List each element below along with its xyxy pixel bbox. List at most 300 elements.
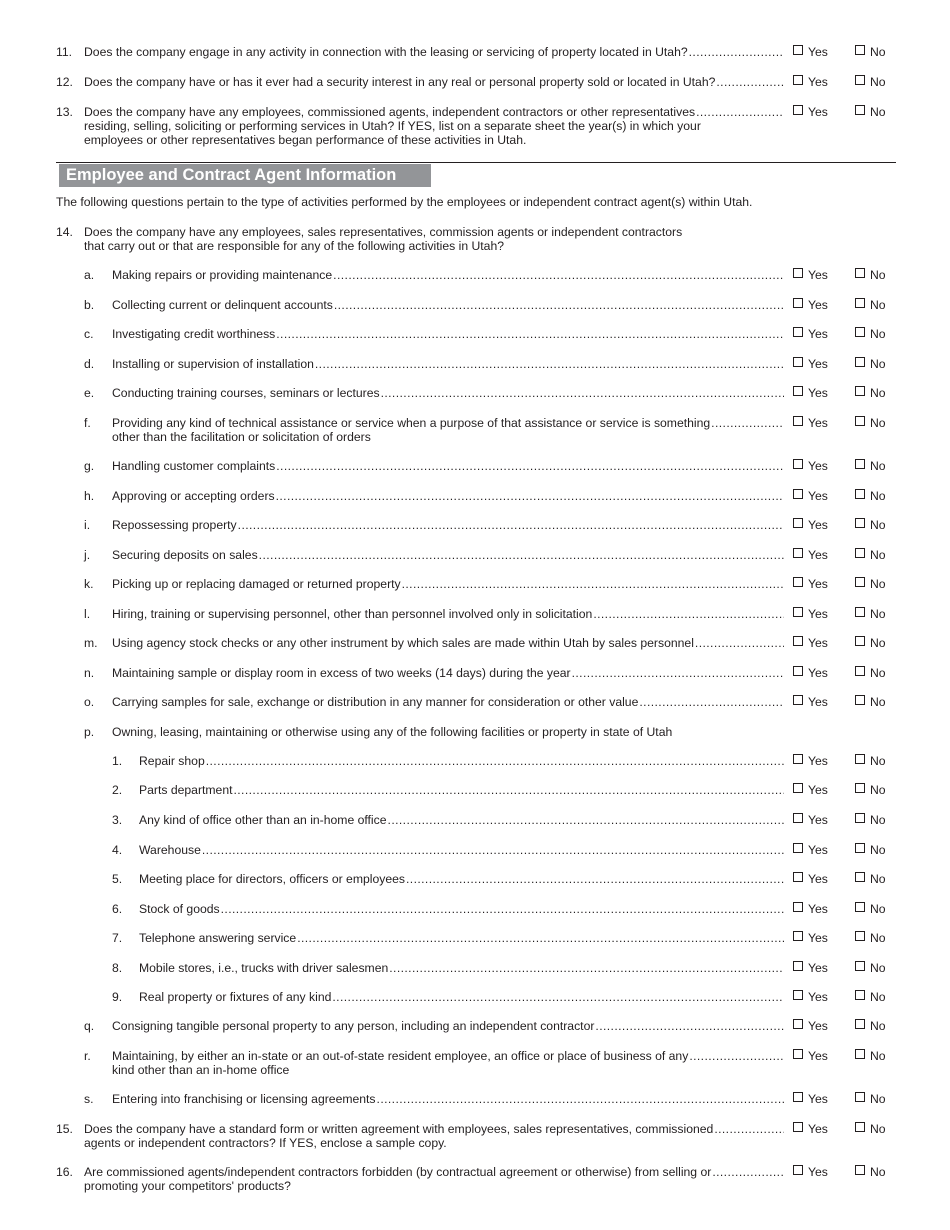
yes-label: Yes <box>808 1122 828 1136</box>
dot-leader <box>276 459 784 473</box>
item-label: 3. <box>112 813 123 827</box>
no-checkbox[interactable] <box>855 990 886 1004</box>
section-heading: Employee and Contract Agent Information <box>59 164 431 187</box>
item-text: Maintaining sample or display room in excess of two weeks (14 days) during the year <box>112 666 571 680</box>
item-text-line <box>112 386 784 400</box>
activity-item <box>0 1049 950 1079</box>
no-checkbox[interactable] <box>855 1019 886 1033</box>
yes-checkbox[interactable] <box>793 268 828 282</box>
question-number: 14. <box>56 225 73 239</box>
dot-leader <box>696 105 784 119</box>
checkbox-square-icon[interactable] <box>793 268 803 278</box>
yes-checkbox[interactable] <box>793 1019 828 1033</box>
no-checkbox[interactable] <box>855 489 886 503</box>
no-checkbox[interactable] <box>855 872 886 886</box>
no-label: No <box>870 357 886 371</box>
yes-checkbox[interactable] <box>793 45 828 59</box>
checkbox-square-icon[interactable] <box>855 636 865 646</box>
yes-checkbox[interactable] <box>793 695 828 709</box>
item-text-line <box>139 872 784 886</box>
checkbox-square-icon[interactable] <box>855 931 865 941</box>
dot-leader <box>689 45 784 59</box>
no-label: No <box>870 1049 886 1063</box>
item-label: a. <box>84 268 95 282</box>
checkbox-square-icon[interactable] <box>855 607 865 617</box>
yes-label: Yes <box>808 813 828 827</box>
checkbox-square-icon[interactable] <box>793 783 803 793</box>
checkbox-square-icon[interactable] <box>793 45 803 55</box>
activity-item <box>0 327 950 345</box>
item-text: Making repairs or providing maintenance <box>112 268 333 282</box>
item-text: Meeting place for directors, officers or employees <box>139 872 405 886</box>
yes-checkbox[interactable] <box>793 489 828 503</box>
yes-checkbox[interactable] <box>793 75 828 89</box>
item-label: i. <box>84 518 91 532</box>
no-label: No <box>870 327 886 341</box>
dot-leader <box>712 1165 784 1179</box>
checkbox-square-icon[interactable] <box>793 902 803 912</box>
checkbox-square-icon[interactable] <box>793 666 803 676</box>
item-text-line <box>112 357 784 371</box>
no-checkbox[interactable] <box>855 1122 886 1136</box>
activity-item <box>0 695 950 713</box>
no-checkbox[interactable] <box>855 695 886 709</box>
yes-label: Yes <box>808 1092 828 1106</box>
item-text: Repair shop <box>139 754 205 768</box>
checkbox-square-icon[interactable] <box>793 754 803 764</box>
yes-checkbox[interactable] <box>793 1049 828 1063</box>
question-text-continued: employees or other representatives began performance of these activities in Utah. <box>84 133 527 147</box>
item-p <box>0 725 950 743</box>
yes-label: Yes <box>808 931 828 945</box>
question-11 <box>0 45 950 63</box>
yes-label: Yes <box>808 298 828 312</box>
no-checkbox[interactable] <box>855 105 886 119</box>
item-label: 2. <box>112 783 123 797</box>
item-label: c. <box>84 327 94 341</box>
yes-checkbox[interactable] <box>793 783 828 797</box>
item-text-line <box>112 1019 784 1033</box>
checkbox-square-icon[interactable] <box>855 902 865 912</box>
checkbox-square-icon[interactable] <box>793 990 803 1000</box>
no-label: No <box>870 783 886 797</box>
no-label: No <box>870 695 886 709</box>
facility-item <box>0 813 950 831</box>
yes-label: Yes <box>808 961 828 975</box>
item-text: Parts department <box>139 783 233 797</box>
item-text-line <box>139 783 784 797</box>
item-label: q. <box>84 1019 95 1033</box>
activity-item <box>0 1092 950 1110</box>
question-item <box>0 1165 950 1195</box>
item-label: 1. <box>112 754 123 768</box>
facility-item <box>0 843 950 861</box>
yes-checkbox[interactable] <box>793 754 828 768</box>
yes-checkbox[interactable] <box>793 327 828 341</box>
question-14 <box>0 225 950 255</box>
item-text: Picking up or replacing damaged or returned property <box>112 577 401 591</box>
yes-label: Yes <box>808 518 828 532</box>
facility-item <box>0 872 950 890</box>
checkbox-square-icon[interactable] <box>855 416 865 426</box>
yes-checkbox[interactable] <box>793 961 828 975</box>
no-label: No <box>870 1122 886 1136</box>
dot-leader <box>381 386 784 400</box>
facility-item <box>0 783 950 801</box>
yes-checkbox[interactable] <box>793 607 828 621</box>
item-text-continued: other than the facilitation or solicitation of orders <box>112 430 371 444</box>
checkbox-square-icon[interactable] <box>855 386 865 396</box>
question-text: Does the company have any employees, commissioned agents, independent contractors or other representatives <box>84 105 696 119</box>
no-checkbox[interactable] <box>855 75 886 89</box>
no-checkbox[interactable] <box>855 843 886 857</box>
checkbox-square-icon[interactable] <box>793 518 803 528</box>
yes-label: Yes <box>808 902 828 916</box>
no-checkbox[interactable] <box>855 459 886 473</box>
no-label: No <box>870 636 886 650</box>
yes-checkbox[interactable] <box>793 813 828 827</box>
activity-item <box>0 548 950 566</box>
question-text: Does the company have any employees, sales representatives, commission agents or independent contractors <box>84 225 683 239</box>
checkbox-square-icon[interactable] <box>855 518 865 528</box>
no-label: No <box>870 813 886 827</box>
no-label: No <box>870 489 886 503</box>
no-label: No <box>870 961 886 975</box>
activity-item <box>0 268 950 286</box>
checkbox-square-icon[interactable] <box>855 548 865 558</box>
item-text-line <box>139 961 784 975</box>
item-text-line <box>112 607 784 621</box>
no-checkbox[interactable] <box>855 961 886 975</box>
checkbox-square-icon[interactable] <box>855 695 865 705</box>
yes-checkbox[interactable] <box>793 459 828 473</box>
yes-checkbox[interactable] <box>793 298 828 312</box>
checkbox-square-icon[interactable] <box>793 636 803 646</box>
item-label: n. <box>84 666 95 680</box>
checkbox-square-icon[interactable] <box>793 577 803 587</box>
checkbox-square-icon[interactable] <box>793 872 803 882</box>
yes-label: Yes <box>808 327 828 341</box>
no-label: No <box>870 902 886 916</box>
yes-checkbox[interactable] <box>793 518 828 532</box>
no-checkbox[interactable] <box>855 298 886 312</box>
no-label: No <box>870 1165 886 1179</box>
yes-checkbox[interactable] <box>793 357 828 371</box>
checkbox-square-icon[interactable] <box>855 105 865 115</box>
question-number: 12. <box>56 75 73 89</box>
item-text: Entering into franchising or licensing agreements <box>112 1092 376 1106</box>
question-text: Does the company have or has it ever had a security interest in any real or personal property sold or located in Utah? <box>84 75 716 89</box>
yes-checkbox[interactable] <box>793 1122 828 1136</box>
no-checkbox[interactable] <box>855 548 886 562</box>
checkbox-square-icon[interactable] <box>855 489 865 499</box>
checkbox-square-icon[interactable] <box>793 695 803 705</box>
item-text: Real property or fixtures of any kind <box>139 990 332 1004</box>
checkbox-square-icon[interactable] <box>793 607 803 617</box>
item-text: Approving or accepting orders <box>112 489 275 503</box>
dot-leader <box>716 75 784 89</box>
checkbox-square-icon[interactable] <box>855 666 865 676</box>
item-text: Using agency stock checks or any other instrument by which sales are made within Utah by sales personnel <box>112 636 694 650</box>
item-text-continued: agents or independent contractors? If YES, enclose a sample copy. <box>84 1136 447 1150</box>
no-label: No <box>870 607 886 621</box>
item-label: j. <box>84 548 91 562</box>
item-text-line <box>112 268 784 282</box>
activity-item <box>0 386 950 404</box>
no-checkbox[interactable] <box>855 1092 886 1106</box>
yes-label: Yes <box>808 843 828 857</box>
no-label: No <box>870 931 886 945</box>
no-checkbox[interactable] <box>855 577 886 591</box>
checkbox-square-icon[interactable] <box>793 548 803 558</box>
checkbox-square-icon[interactable] <box>793 961 803 971</box>
dot-leader <box>315 357 784 371</box>
item-label: 5. <box>112 872 123 886</box>
dot-leader <box>714 1122 784 1136</box>
activity-item <box>0 489 950 507</box>
item-text: Telephone answering service <box>139 931 297 945</box>
item-text-line <box>139 843 784 857</box>
checkbox-square-icon[interactable] <box>855 754 865 764</box>
yes-label: Yes <box>808 872 828 886</box>
item-label: 16. <box>56 1165 73 1179</box>
question-12 <box>0 75 950 93</box>
checkbox-square-icon[interactable] <box>855 961 865 971</box>
item-text-line <box>112 695 784 709</box>
checkbox-square-icon[interactable] <box>793 1165 803 1175</box>
checkbox-square-icon[interactable] <box>855 872 865 882</box>
checkbox-square-icon[interactable] <box>793 813 803 823</box>
item-label: r. <box>84 1049 91 1063</box>
item-text: Collecting current or delinquent accounts <box>112 298 333 312</box>
no-checkbox[interactable] <box>855 416 886 430</box>
item-label: h. <box>84 489 95 503</box>
facility-item <box>0 961 950 979</box>
item-text-line <box>112 416 784 430</box>
no-checkbox[interactable] <box>855 518 886 532</box>
facility-item <box>0 754 950 772</box>
checkbox-square-icon[interactable] <box>855 327 865 337</box>
checkbox-square-icon[interactable] <box>793 75 803 85</box>
item-label: b. <box>84 298 95 312</box>
item-text: Maintaining, by either an in-state or an out-of-state resident employee, an office or place of business of any <box>112 1049 689 1063</box>
dot-leader <box>595 1019 784 1033</box>
yes-label: Yes <box>808 1019 828 1033</box>
no-checkbox[interactable] <box>855 327 886 341</box>
checkbox-square-icon[interactable] <box>855 577 865 587</box>
item-text: Handling customer complaints <box>112 459 276 473</box>
yes-label: Yes <box>808 459 828 473</box>
item-text-continued: kind other than an in-home office <box>112 1063 290 1077</box>
activity-item <box>0 518 950 536</box>
yes-checkbox[interactable] <box>793 1092 828 1106</box>
checkbox-square-icon[interactable] <box>793 1019 803 1029</box>
no-checkbox[interactable] <box>855 902 886 916</box>
item-text: Warehouse <box>139 843 201 857</box>
dot-leader <box>402 577 784 591</box>
checkbox-square-icon[interactable] <box>793 105 803 115</box>
no-checkbox[interactable] <box>855 754 886 768</box>
item-text-line <box>112 577 784 591</box>
dot-leader <box>332 990 784 1004</box>
dot-leader <box>333 268 784 282</box>
question-text-line <box>84 45 784 59</box>
checkbox-square-icon[interactable] <box>855 1165 865 1175</box>
no-label: No <box>870 105 886 119</box>
yes-checkbox[interactable] <box>793 105 828 119</box>
no-label: No <box>870 1092 886 1106</box>
yes-checkbox[interactable] <box>793 1165 828 1179</box>
yes-checkbox[interactable] <box>793 843 828 857</box>
checkbox-square-icon[interactable] <box>855 843 865 853</box>
item-text: Securing deposits on sales <box>112 548 258 562</box>
no-label: No <box>870 518 886 532</box>
no-checkbox[interactable] <box>855 1165 886 1179</box>
dot-leader <box>572 666 784 680</box>
item-text: Any kind of office other than an in-home office <box>139 813 387 827</box>
question-text: Does the company engage in any activity in connection with the leasing or servicing of property located in Utah? <box>84 45 688 59</box>
checkbox-square-icon[interactable] <box>855 357 865 367</box>
yes-checkbox[interactable] <box>793 386 828 400</box>
no-checkbox[interactable] <box>855 783 886 797</box>
section-intro: The following questions pertain to the type of activities performed by the employees or independent contract agent(s) within Utah. <box>56 195 753 209</box>
dot-leader <box>206 754 784 768</box>
checkbox-square-icon[interactable] <box>855 298 865 308</box>
yes-label: Yes <box>808 577 828 591</box>
item-label: s. <box>84 1092 94 1106</box>
dot-leader <box>689 1049 784 1063</box>
dot-leader <box>389 961 784 975</box>
checkbox-square-icon[interactable] <box>793 327 803 337</box>
item-text: Investigating credit worthiness <box>112 327 276 341</box>
yes-label: Yes <box>808 386 828 400</box>
item-text-line <box>112 548 784 562</box>
activity-item <box>0 607 950 625</box>
facility-item <box>0 990 950 1008</box>
activity-item <box>0 416 950 446</box>
dot-leader <box>406 872 784 886</box>
checkbox-square-icon[interactable] <box>793 386 803 396</box>
checkbox-square-icon[interactable] <box>793 843 803 853</box>
dot-leader <box>233 783 784 797</box>
checkbox-square-icon[interactable] <box>855 268 865 278</box>
item-text: Owning, leasing, maintaining or otherwise using any of the following facilities or property in state of Utah <box>112 725 673 739</box>
yes-checkbox[interactable] <box>793 990 828 1004</box>
yes-checkbox[interactable] <box>793 902 828 916</box>
checkbox-square-icon[interactable] <box>793 1049 803 1059</box>
item-text-line <box>112 636 784 650</box>
checkbox-square-icon[interactable] <box>793 489 803 499</box>
item-text-line <box>139 813 784 827</box>
item-text-line <box>84 1165 784 1179</box>
no-label: No <box>870 386 886 400</box>
checkbox-square-icon[interactable] <box>793 1092 803 1102</box>
yes-label: Yes <box>808 45 828 59</box>
section-divider <box>56 162 896 163</box>
checkbox-square-icon[interactable] <box>855 45 865 55</box>
no-label: No <box>870 548 886 562</box>
yes-label: Yes <box>808 990 828 1004</box>
facility-item <box>0 931 950 949</box>
no-label: No <box>870 45 886 59</box>
item-label: e. <box>84 386 95 400</box>
dot-leader <box>334 298 784 312</box>
item-text: Consigning tangible personal property to any person, including an independent contractor <box>112 1019 595 1033</box>
no-checkbox[interactable] <box>855 386 886 400</box>
item-text: Mobile stores, i.e., trucks with driver salesmen <box>139 961 389 975</box>
checkbox-square-icon[interactable] <box>793 416 803 426</box>
question-number: 13. <box>56 105 73 119</box>
no-label: No <box>870 75 886 89</box>
checkbox-square-icon[interactable] <box>855 990 865 1000</box>
checkbox-square-icon[interactable] <box>793 298 803 308</box>
yes-label: Yes <box>808 783 828 797</box>
checkbox-square-icon[interactable] <box>855 75 865 85</box>
checkbox-square-icon[interactable] <box>855 459 865 469</box>
item-text: Are commissioned agents/independent contractors forbidden (by contractual agreement or otherwise) from selling or <box>84 1165 712 1179</box>
dot-leader <box>593 607 784 621</box>
checkbox-square-icon[interactable] <box>855 1092 865 1102</box>
item-text-line <box>139 990 784 1004</box>
item-label: 4. <box>112 843 123 857</box>
no-label: No <box>870 459 886 473</box>
checkbox-square-icon[interactable] <box>793 357 803 367</box>
no-checkbox[interactable] <box>855 268 886 282</box>
no-checkbox[interactable] <box>855 636 886 650</box>
no-checkbox[interactable] <box>855 931 886 945</box>
yes-label: Yes <box>808 105 828 119</box>
item-text-line <box>139 931 784 945</box>
item-label: l. <box>84 607 91 621</box>
yes-checkbox[interactable] <box>793 416 828 430</box>
checkbox-square-icon[interactable] <box>855 783 865 793</box>
checkbox-square-icon[interactable] <box>793 1122 803 1132</box>
dot-leader <box>695 636 784 650</box>
checkbox-square-icon[interactable] <box>793 931 803 941</box>
no-checkbox[interactable] <box>855 1049 886 1063</box>
no-label: No <box>870 754 886 768</box>
question-13 <box>0 105 950 149</box>
yes-checkbox[interactable] <box>793 872 828 886</box>
checkbox-square-icon[interactable] <box>855 1049 865 1059</box>
yes-checkbox[interactable] <box>793 577 828 591</box>
no-checkbox[interactable] <box>855 666 886 680</box>
item-text: Repossessing property <box>112 518 237 532</box>
yes-label: Yes <box>808 268 828 282</box>
dot-leader <box>238 518 784 532</box>
yes-checkbox[interactable] <box>793 931 828 945</box>
item-label: f. <box>84 416 91 430</box>
item-label: 8. <box>112 961 123 975</box>
activity-item <box>0 636 950 654</box>
no-checkbox[interactable] <box>855 607 886 621</box>
question-item <box>0 1122 950 1152</box>
yes-checkbox[interactable] <box>793 548 828 562</box>
checkbox-square-icon[interactable] <box>855 1122 865 1132</box>
checkbox-square-icon[interactable] <box>855 1019 865 1029</box>
no-checkbox[interactable] <box>855 357 886 371</box>
question-text-line <box>84 105 784 119</box>
checkbox-square-icon[interactable] <box>793 459 803 469</box>
no-label: No <box>870 872 886 886</box>
checkbox-square-icon[interactable] <box>855 813 865 823</box>
no-checkbox[interactable] <box>855 813 886 827</box>
yes-checkbox[interactable] <box>793 636 828 650</box>
item-text-line <box>84 1122 784 1136</box>
yes-checkbox[interactable] <box>793 666 828 680</box>
no-checkbox[interactable] <box>855 45 886 59</box>
item-text-line <box>139 754 784 768</box>
